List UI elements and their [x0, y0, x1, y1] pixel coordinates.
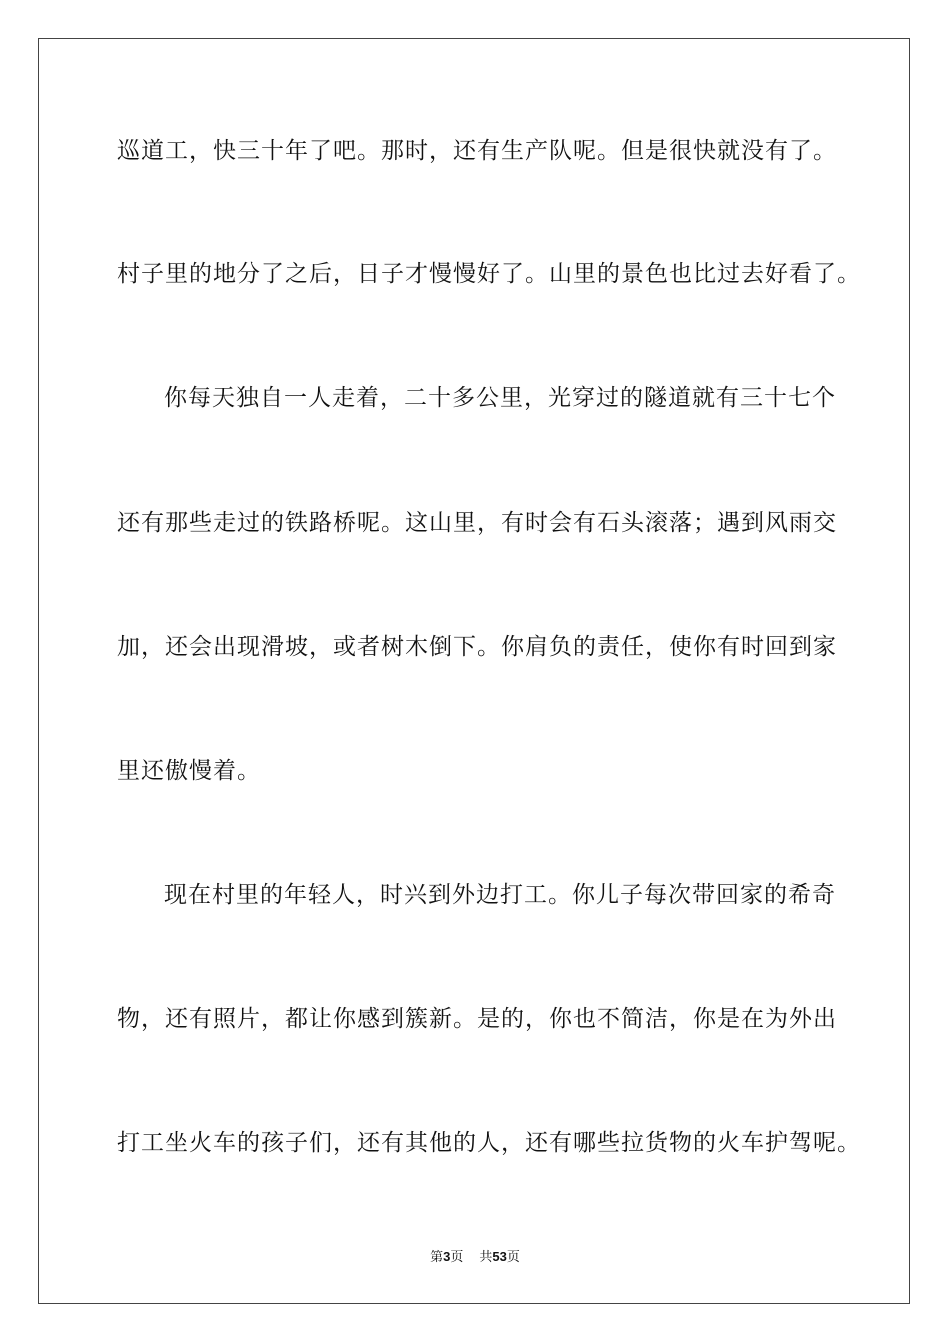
paragraph-start-line: 你每天独自一人走着，二十多公里，光穿过的隧道就有三十七个 [164, 385, 836, 411]
text-line: 村子里的地分了之后，日子才慢慢好了。山里的景色也比过去好看了。 [117, 261, 861, 287]
page-number: 3 [443, 1249, 451, 1264]
page-prefix: 第 [430, 1250, 444, 1265]
total-pages: 53 [492, 1249, 507, 1264]
text-line: 还有那些走过的铁路桥呢。这山里，有时会有石头滚落；遇到风雨交 [117, 510, 837, 536]
total-suffix: 页 [506, 1250, 520, 1265]
paragraph-start-line: 现在村里的年轻人，时兴到外边打工。你儿子每次带回家的希奇 [164, 882, 836, 908]
text-line: 物，还有照片，都让你感到簇新。是的，你也不简洁，你是在为外出 [117, 1006, 837, 1032]
text-line: 加，还会出现滑坡，或者树木倒下。你肩负的责任，使你有时回到家 [117, 634, 837, 660]
text-line: 巡道工，快三十年了吧。那时，还有生产队呢。但是很快就没有了。 [117, 138, 837, 164]
page-border [38, 38, 910, 1304]
text-line: 里还傲慢着。 [117, 758, 261, 784]
page-footer [0, 1248, 950, 1267]
total-prefix: 共 [479, 1250, 493, 1265]
page-suffix: 页 [450, 1250, 464, 1265]
text-line: 打工坐火车的孩子们，还有其他的人，还有哪些拉货物的火车护驾呢。 [117, 1130, 861, 1156]
